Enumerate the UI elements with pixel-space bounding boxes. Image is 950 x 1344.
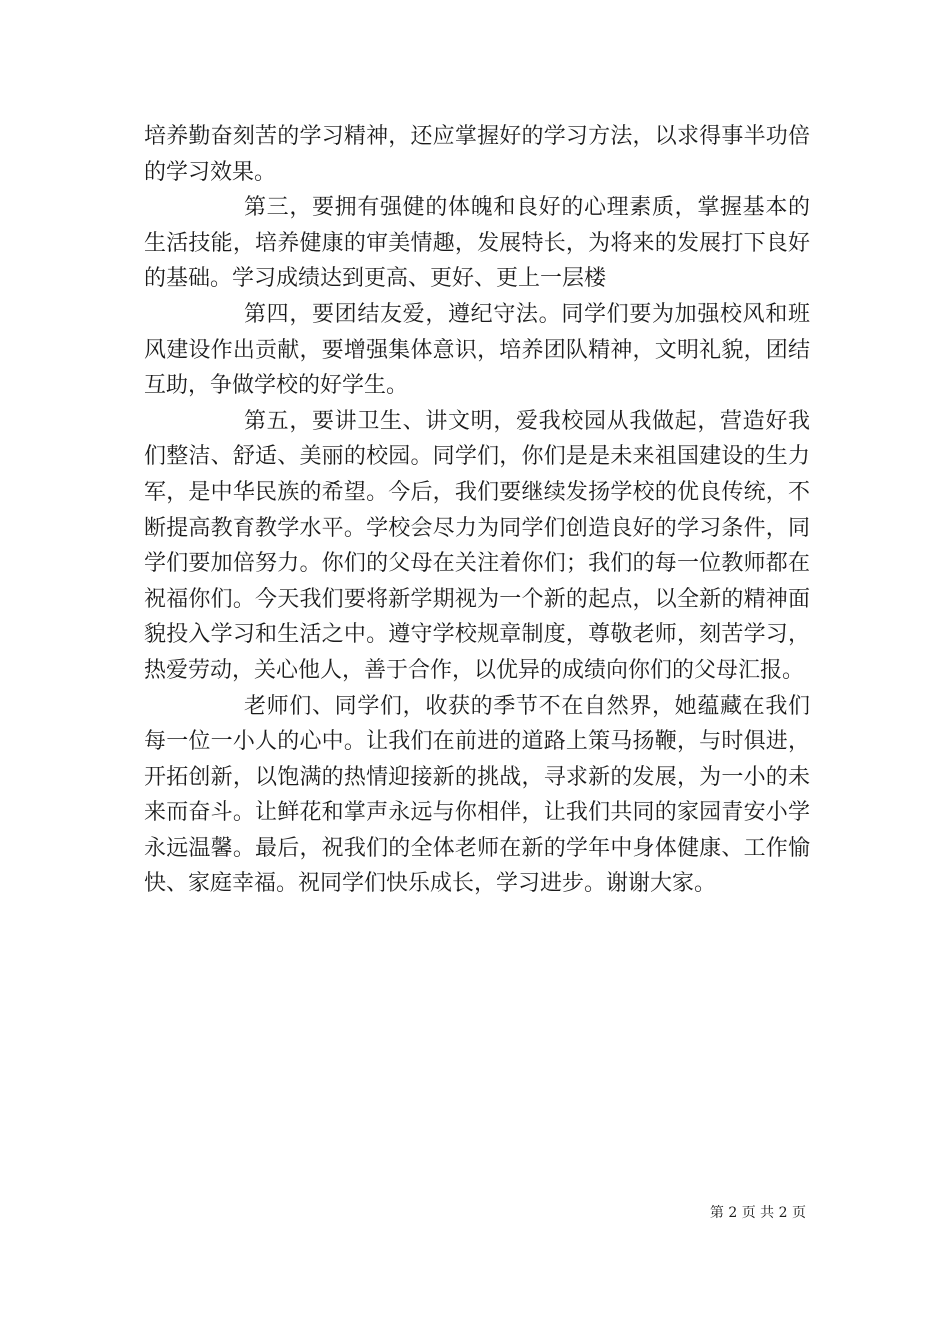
paragraph-continuation: 培养勤奋刻苦的学习精神，还应掌握好的学习方法，以求得事半功倍的学习效果。 xyxy=(144,124,810,185)
document-body xyxy=(144,119,810,902)
paragraph-fourth-point: 第四，要团结友爱，遵纪守法。同学们要为加强校风和班风建设作出贡献，要增强集体意识，培养团队精神，文明礼貌，团结互助，争做学校的好学生。 xyxy=(144,301,810,399)
paragraph-fifth-point: 第五，要讲卫生、讲文明，爱我校园从我做起，营造好我们整洁、舒适、美丽的校园。同学们，你们是是未来祖国建设的生力军，是中华民族的希望。今后，我们要继续发扬学校的优良传统，不断提高教育教学水平。学校会尽力为同学们创造良好的学习条件，同学们要加倍努力。你们的父母在关注着你们；我们的每一位教师都在祝福你们。今天我们要将新学期视为一个新的起点，以全新的精神面貌投入学习和生活之中。遵守学校规章制度，尊敬老师，刻苦学习，热爱劳动，关心他人，善于合作，以优异的成绩向你们的父母汇报。 xyxy=(144,408,810,683)
paragraph-closing: 老师们、同学们，收获的季节不在自然界，她蕴藏在我们每一位一小人的心中。让我们在前进的道路上策马扬鞭，与时俱进，开拓创新，以饱满的热情迎接新的挑战，寻求新的发展，为一小的未来而奋斗。让鲜花和掌声永远与你相伴，让我们共同的家园青安小学永远温馨。最后，祝我们的全体老师在新的学年中身体健康、工作愉快、家庭幸福。祝同学们快乐成长，学习进步。谢谢大家。 xyxy=(144,693,810,897)
paragraph-third-point: 第三，要拥有强健的体魄和良好的心理素质，掌握基本的生活技能，培养健康的审美情趣，发展特长，为将来的发展打下良好的基础。学习成绩达到更高、更好、更上一层楼 xyxy=(144,195,810,292)
page-number-footer: 第 2 页 共 2 页 xyxy=(709,1205,806,1221)
